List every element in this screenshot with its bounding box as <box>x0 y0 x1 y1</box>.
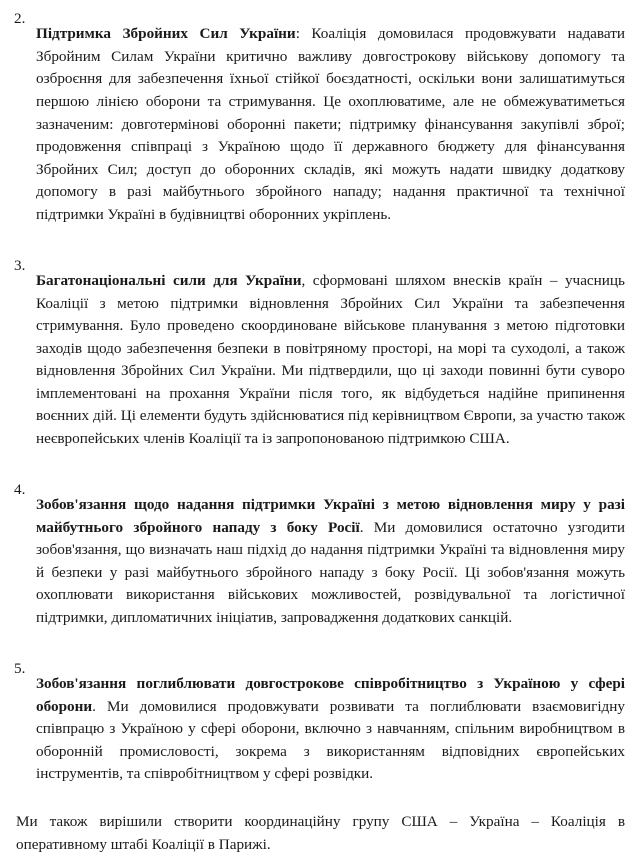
list-item-lead: Багатонаціональні сили для України <box>36 271 302 289</box>
list-item <box>10 8 625 242</box>
list-item <box>10 255 625 466</box>
list-item-body <box>36 23 625 226</box>
list-item-text: . Ми домовилися продовжувати розвивати та поглиблювати взаємовигідну співпрацю з Україною у сфері оборони, включно з навчанням, спільним виробництвом в оборонній промисловості, зокрема з використанням відповідних європейських інструментів, та співробітництвом у сфері розвідки. <box>36 697 625 783</box>
list-item-body <box>36 494 625 630</box>
list-item-text: , сформовані шляхом внесків країн – учасниць Коаліції з метою підтримки відновлення Збройних Сил України та забезпечення стримування. Було проведено скоординоване військове планування з метою підготовки заходів щодо забезпечення безпеки в повітряному просторі, на морі та суходолі, а також відновлення Збройних Сил України. Ми підтвердили, що ці заходи повинні бути суворо імплементовані на прохання України після того, як відбудеться надійне припинення воєнних дій. Ці елементи будуть здійснюватися під керівництвом Європи, за участю також неєвропейських членів Коаліції та із запропонованою підтримкою США. <box>36 271 625 448</box>
list-item-marker: 3. <box>14 256 26 274</box>
closing-paragraph: Ми також вирішили створити координаційну групу США – Україна – Коаліція в оперативному штабі Коаліції в Парижі. <box>16 813 625 853</box>
list-item-lead: Зобов'язання поглиблювати довгострокове співробітництво з Україною у сфері оборони <box>36 674 625 715</box>
list-item <box>10 479 625 645</box>
list-item-body <box>36 673 625 786</box>
numbered-list <box>10 8 625 801</box>
list-item-lead: Підтримка Збройних Сил України <box>36 25 296 43</box>
list-item-marker: 5. <box>14 659 26 677</box>
list-item <box>10 658 625 801</box>
list-item-marker: 4. <box>14 480 26 498</box>
list-item-body <box>36 270 625 451</box>
list-item-lead: Зобов'язання щодо надання підтримки Україні з метою відновлення миру у разі майбутнього збройного нападу з боку Росії <box>36 496 625 536</box>
list-item-marker: 2. <box>14 10 26 27</box>
list-item-text: . Ми домовилися остаточно узгодити зобов'язання, що визначать наш підхід до надання підтримки Україні та відновлення миру й безпеки у разі майбутнього збройного нападу з боку Росії. Ці зобов'язання можуть охоплювати використання військових можливостей, розвідувальної та логістичної підтримки, дипломатичних ініціатив, запровадження додаткових санкцій. <box>36 518 625 626</box>
list-item-text: : Коаліція домовилася продовжувати надавати Збройним Силам України критично важливу довгострокову військову допомогу та озброєння для забезпечення їхньої стійкої боєздатності, оскільки вони залишатимуться першою лінією оборони та стримування. Це охоплюватиме, але не обмежуватиметься зазначеним: довготермінові оборонні пакети; підтримку фінансування закупівлі зброї; продовження співпраці з Україною щодо її державного бюджету для фінансування Збройних Сил; доступ до оборонних складів, які можуть надати швидку додаткову допомогу в разі майбутнього збройного нападу; надання практичної та технічної підтримки Україні в будівництві оборонних укріплень. <box>36 25 626 223</box>
